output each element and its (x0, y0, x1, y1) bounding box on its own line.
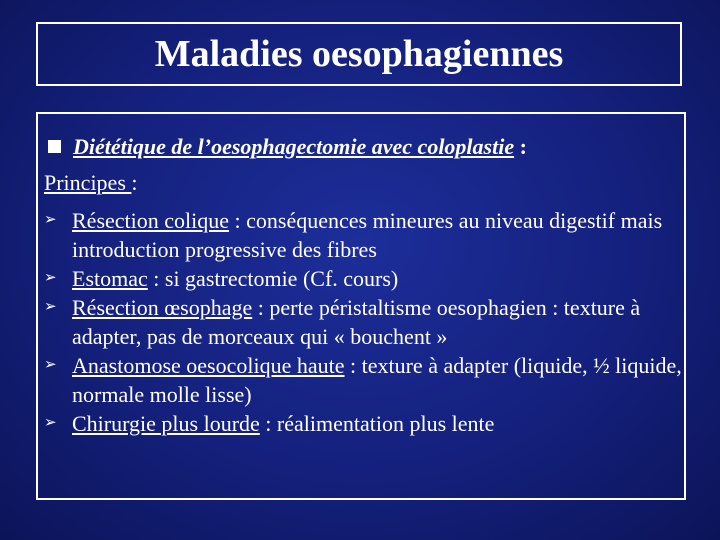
list-item (42, 206, 682, 264)
content-box (36, 112, 686, 500)
item-term: Chirurgie plus lourde (72, 411, 260, 436)
title-box (36, 22, 682, 86)
item-text: : si gastrectomie (Cf. cours) (147, 266, 399, 291)
item-term: Estomac (72, 266, 148, 291)
slide-title: Maladies oesophagiennes (154, 33, 564, 75)
item-term: Anastomose oesocolique haute (72, 353, 345, 378)
heading-term: Diététique de l’oesophagectomie avec coloplastie (73, 134, 515, 159)
item-text: : perte péristaltisme oesophagien : texture à adapter, pas de morceaux qui « bouchent » (72, 295, 641, 349)
list-item (42, 351, 682, 409)
item-term: Résection colique (72, 208, 230, 233)
principes-line (44, 170, 138, 196)
item-text: : réalimentation plus lente (259, 411, 495, 436)
principes-list (42, 206, 682, 438)
list-item (42, 293, 682, 351)
arrowhead-bullet-icon: ➢ (44, 299, 57, 315)
principes-label: Principes (44, 170, 132, 195)
arrowhead-bullet-icon: ➢ (44, 270, 57, 286)
item-text: : texture à adapter (liquide, ½ liquide, normale molle lisse) (72, 353, 682, 407)
square-bullet-icon (48, 140, 61, 153)
arrowhead-bullet-icon: ➢ (44, 415, 57, 431)
arrowhead-bullet-icon: ➢ (44, 212, 57, 228)
item-text: : conséquences mineures au niveau digestif mais introduction progressive des fibres (72, 208, 663, 262)
heading-colon: : (514, 134, 527, 159)
item-term: Résection œsophage (72, 295, 253, 320)
arrowhead-bullet-icon: ➢ (44, 357, 57, 373)
list-item (42, 409, 682, 438)
principes-colon: : (131, 170, 138, 195)
heading-line (46, 134, 527, 160)
list-item (42, 264, 682, 293)
